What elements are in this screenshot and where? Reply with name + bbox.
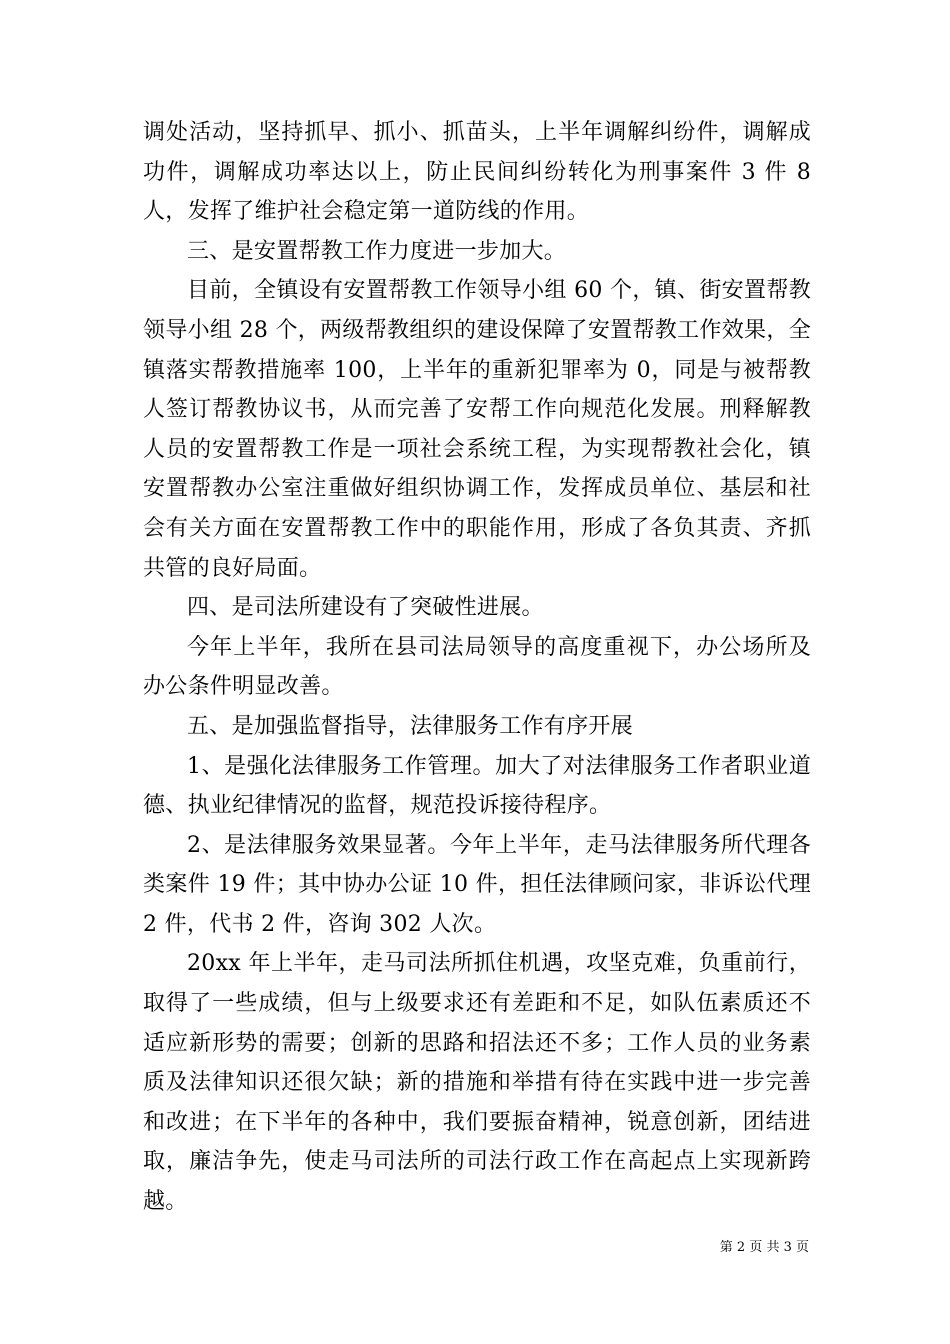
paragraph-1: 调处活动，坚持抓早、抓小、抓苗头，上半年调解纠纷件，调解成功件，调解成功率达以上，防止民间纠纷转化为刑事案件 3 件 8 人，发挥了维护社会稳定第一道防线的作用。 [143,120,811,225]
page-number: 第 2 页 共 3 页 [719,1240,809,1255]
document-body [143,113,811,1222]
paragraph-8: 2、是法律服务效果显著。今年上半年，走马法律服务所代理各类案件 19 件；其中协办公证 10 件，担任法律顾问家，非诉讼代理 2 件，代书 2 件，咨询 302 人次。 [143,832,811,937]
paragraph-3: 目前，全镇设有安置帮教工作领导小组 60 个，镇、街安置帮教领导小组 28 个，两级帮教组织的建设保障了安置帮教工作效果，全镇落实帮教措施率 100，上半年的重新犯罪率为 0，同是与被帮教人签订帮教协议书，从而完善了安帮工作向规范化发展。刑释解教人员的安置帮教工作是一项社会系统工程，为实现帮教社会化，镇安置帮教办公室注重做好组织协调工作，发挥成员单位、基层和社会有关方面在安置帮教工作中的职能作用，形成了各负其责、齐抓共管的良好局面。 [143,278,811,581]
paragraph-7: 1、是强化法律服务工作管理。加大了对法律服务工作者职业道德、执业纪律情况的监督，规范投诉接待程序。 [143,753,811,819]
paragraph-9: 20xx 年上半年，走马司法所抓住机遇，攻坚克难，负重前行，取得了一些成绩，但与上级要求还有差距和不足，如队伍素质还不适应新形势的需要；创新的思路和招法还不多；工作人员的业务素质及法律知识还很欠缺；新的措施和举措有待在实践中进一步完善和改进；在下半年的各种中，我们要振奋精神，锐意创新，团结进取，廉洁争先，使走马司法所的司法行政工作在高起点上实现新跨越。 [143,951,811,1215]
paragraph-4-heading: 四、是司法所建设有了突破性进展。 [187,595,544,621]
paragraph-6-heading: 五、是加强监督指导，法律服务工作有序开展 [187,713,634,739]
paragraph-2-heading: 三、是安置帮教工作力度进一步加大。 [187,238,567,264]
paragraph-5: 今年上半年，我所在县司法局领导的高度重视下，办公场所及办公条件明显改善。 [143,634,811,700]
